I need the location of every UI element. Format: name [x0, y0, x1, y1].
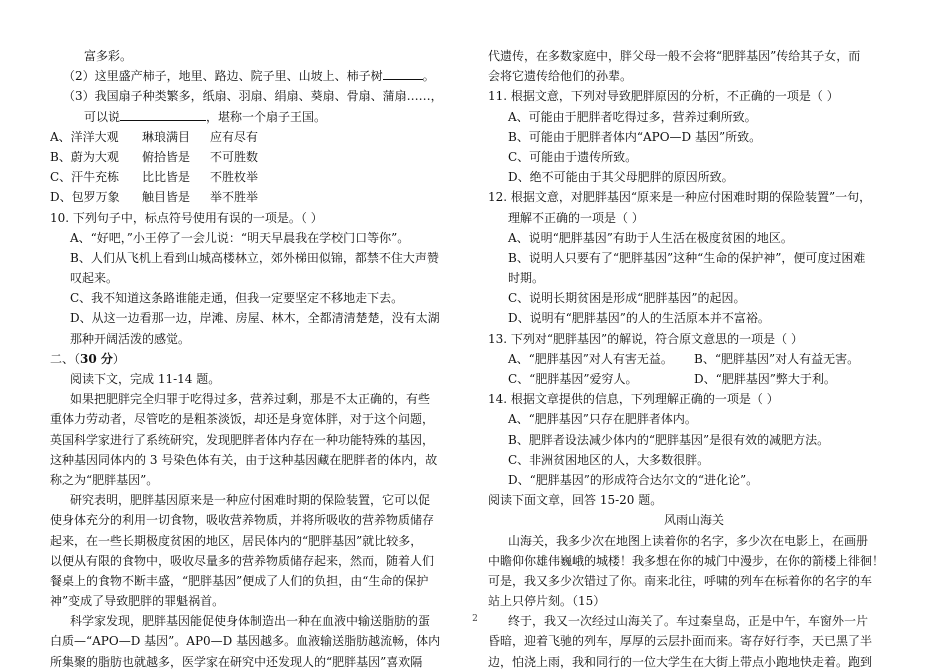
text-fragment: 二、（: [50, 351, 81, 366]
q12-option-b-cont: 时期。: [508, 271, 545, 286]
paragraph-line: 神”变成了导致肥胖的罪魁祸首。: [50, 594, 225, 609]
text-fragment: （2）这里盛产柿子，地里、路边、院子里、山坡上、柿子树: [63, 69, 383, 84]
paragraph-line: 起来，在一些长期极度贫困的地区，居民体内的“肥胖基因”就比较多，: [50, 533, 423, 548]
paragraph-line: 白质—“APO—D 基因”。AP0—D 基因越多。血液输送脂肪越流畅，体内: [50, 634, 441, 649]
option-word: D、包罗万象: [50, 190, 120, 205]
q10-option-c: C、我不知道这条路谁能走通，但我一定要坚定不移地走下去。: [70, 291, 404, 306]
paragraph-line: 这种基因同体内的 3 号染色体有关，由于这种基因藏在肥胖者的体内，故: [50, 452, 438, 467]
option-word: 比比皆是: [142, 170, 191, 185]
question-12: 12. 根据文意，对肥胖基因“原来是一种应付困难时期的保险装置”一句，: [488, 190, 872, 205]
q13-option-b: B、“肥胖基因”对人有益无害。: [694, 351, 860, 366]
reading-instruction: 阅读下文，完成 11-14 题。: [70, 372, 221, 386]
option-word: 俯拾皆是: [142, 149, 191, 164]
paragraph-line: 研究表明，肥胖基因原来是一种应付困难时期的保险装置，它可以促: [70, 493, 431, 508]
question-13: 13. 下列对“肥胖基因”的解说，符合原文意思的一项是（ ）: [488, 331, 803, 346]
q11-option-c: C、可能由于遗传所致。: [508, 149, 638, 164]
text-line: 富多彩。: [84, 49, 133, 63]
question-11: 11. 根据文意，下列对导致肥胖原因的分析，不正确的一项是（ ）: [488, 89, 839, 104]
question-10: 10. 下列句子中，标点符号使用有误的一项是。（ ）: [50, 210, 323, 225]
paragraph-line: 站上只停片刻。（15）: [488, 594, 606, 609]
option-c: [50, 167, 462, 187]
q13-options-cd: [488, 369, 900, 389]
page-number: 2: [472, 614, 478, 624]
paragraph-line: 如果把肥胖完全归罪于吃得过多，营养过剩，那是不太正确的，有些: [70, 392, 431, 407]
reading-instruction: 阅读下面文章，回答 15-20 题。: [488, 493, 663, 508]
q12-option-b: B、说明人只要有了“肥胖基因”这种“生命的保护神”，便可度过困难: [508, 250, 866, 265]
q12-option-a: A、说明“肥胖基因”有助于人生活在极度贫困的地区。: [508, 230, 793, 245]
section-heading: [50, 349, 462, 369]
paragraph-line: 餐桌上的食物不断丰盛，“肥胖基因”便成了人们的负担，由“生命的保护: [50, 573, 429, 588]
paragraph-line: 使身体充分的利用一切食物，吸收营养物质，并将所吸收的营养物质储存: [50, 513, 435, 528]
q9-item-3: （3）我国扇子种类繁多，纸扇、羽扇、绢扇、葵扇、骨扇、蒲扇……，: [63, 89, 443, 104]
option-word: B、蔚为大观: [50, 149, 119, 164]
text-fragment: 可以说: [84, 109, 121, 124]
paragraph-line: 称之为“肥胖基因”。: [50, 472, 159, 487]
article-title: 风雨山海关: [663, 513, 724, 528]
q13-option-d: D、“肥胖基因”弊大于利。: [694, 372, 836, 386]
q10-option-a: A、“好吧，”小王停了一会儿说：“明天早晨我在学校门口等你”。: [70, 230, 410, 245]
q10-option-b-cont: 叹起来。: [70, 271, 119, 286]
q11-option-b: B、可能由于肥胖者体内“APO—D 基因”所致。: [508, 129, 762, 144]
option-word: A、洋洋大观: [50, 129, 119, 144]
q10-option-d-cont: 那种开阔活泼的感觉。: [70, 331, 191, 346]
paragraph-line: 边，怕浇上雨，我和同行的一位大学生在大街上带点小跑地快走着。跑到: [488, 654, 873, 669]
left-column: [50, 46, 462, 672]
q12-option-d: D、说明有“肥胖基因”的人的生活原本并不富裕。: [508, 311, 770, 326]
q11-option-d: D、绝不可能由于其父母肥胖的原因所致。: [508, 170, 734, 185]
option-word: 应有尽有: [210, 129, 259, 144]
option-word: 不胜枚举: [210, 170, 259, 185]
paragraph-line: 科学家发现，肥胖基因能促使身体制造出一种在血液中输送脂肪的蛋: [70, 614, 431, 629]
q9-item-2: [50, 66, 462, 86]
q14-option-a: A、“肥胖基因”只存在肥胖者体内。: [508, 412, 697, 427]
option-word: C、汗牛充栋: [50, 170, 120, 185]
q14-option-b: B、肥胖者设法减少体内的“肥胖基因”是很有效的减肥方法。: [508, 432, 830, 447]
section-score: 30 分: [80, 351, 113, 366]
paragraph-line: 会将它遗传给他们的孙辈。: [488, 69, 633, 84]
paragraph-line: 所集聚的脂肪也就越多，医学家在研究中还发现人的“肥胖基因”喜欢隔: [50, 654, 423, 669]
option-d: [50, 187, 462, 207]
q13-option-a: A、“肥胖基因”对人有害无益。: [508, 351, 673, 366]
q12-option-c: C、说明长期贫困是形成“肥胖基因”的起因。: [508, 291, 746, 306]
option-word: 触目皆是: [142, 190, 191, 205]
answer-blank[interactable]: [383, 67, 423, 80]
paragraph-line: 终于，我又一次经过山海关了。车过秦皇岛，正是中午，车窗外一片: [508, 614, 869, 629]
option-word: 琳琅满目: [142, 129, 191, 144]
paragraph-line: 英国科学家进行了系统研究，发现肥胖者体内存在一种功能特殊的基因，: [50, 432, 435, 447]
text-fragment: ，堪称一个扇子王国。: [206, 109, 327, 124]
question-14: 14. 根据文章提供的信息，下列理解正确的一项是（ ）: [488, 392, 779, 407]
option-b: [50, 147, 462, 167]
q13-option-c: C、“肥胖基因”爱穷人。: [508, 372, 638, 386]
q10-option-d: D、从这一边看那一边，岸滩、房屋、林木，全都清清楚楚，没有太湖: [70, 311, 440, 326]
option-word: 不可胜数: [210, 149, 259, 164]
answer-blank[interactable]: [120, 108, 206, 121]
paragraph-line: 昏暗，迎着飞驰的列车，厚厚的云层扑面而来。寄存好行李，天已黑了半: [488, 634, 873, 649]
paragraph-line: 重体力劳动者，尽管吃的是粗茶淡饭，却还是身宽体胖，对于这个问题，: [50, 412, 435, 427]
paragraph-line: 代遗传，在多数家庭中，胖父母一般不会将“肥胖基因”传给其子女，而: [488, 49, 861, 63]
option-a: [50, 127, 462, 147]
option-word: 举不胜举: [210, 190, 259, 205]
q11-option-a: A、可能由于肥胖者吃得过多，营养过剩所致。: [508, 109, 757, 124]
q14-option-c: C、非洲贫困地区的人，大多数很胖。: [508, 452, 710, 467]
q14-option-d: D、“肥胖基因”的形成符合达尔文的“进化论”。: [508, 472, 759, 487]
right-column: [488, 46, 900, 672]
q10-option-b: B、人们从飞机上看到山城高楼林立，郊外梯田似锦，都禁不住大声赞: [70, 250, 439, 265]
paragraph-line: 中瞻仰你雄伟巍峨的城楼！我多想在你的城门中漫步，在你的箭楼上徘徊！: [488, 553, 885, 568]
paragraph-line: 山海关，我多少次在地图上读着你的名字，多少次在电影上，在画册: [508, 533, 869, 548]
q9-item-3-cont: [50, 107, 462, 127]
q13-options-ab: [488, 349, 900, 369]
paragraph-line: 可是，我又多少次错过了你。南来北往，呼啸的列车在标着你的名字的车: [488, 573, 873, 588]
text-fragment: ）: [112, 351, 125, 366]
paragraph-line: 以便从有限的食物中，吸收尽量多的营养物质储存起来，然而，随着人们: [50, 553, 435, 568]
text-fragment: 。: [422, 69, 435, 84]
question-12-cont: 理解不正确的一项是（ ）: [508, 210, 644, 225]
